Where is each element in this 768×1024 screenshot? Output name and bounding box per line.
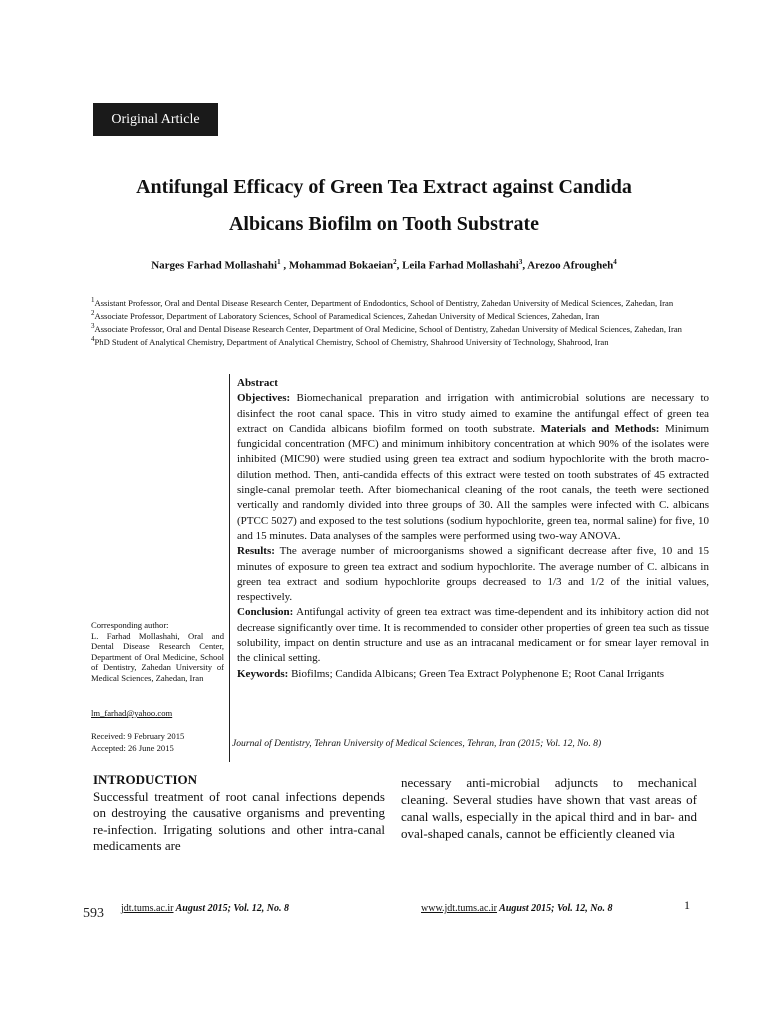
footer-right bbox=[421, 903, 657, 914]
objectives-label: Objectives: bbox=[237, 392, 291, 405]
introduction-text: Successful treatment of root canal infections depends on destroying the causative organisms and preventing re-infection. Irrigating solutions and other intra-canal medicaments are bbox=[93, 788, 385, 853]
introduction-heading: INTRODUCTION bbox=[93, 772, 198, 787]
author-3: Leila Farhad Mollashahi bbox=[402, 259, 519, 272]
author-sep: , bbox=[396, 259, 403, 272]
author-1-sup: 1 bbox=[277, 258, 281, 266]
conclusion-label: Conclusion: bbox=[237, 606, 294, 619]
affiliations bbox=[91, 295, 711, 346]
results-text: The average number of microorganisms showed a significant decrease after five, 10 and 15 minutes of exposure to green tea extract and sodium hypochlorite. The average number of C. albicans in green tea extract and sodium hypochlorite groups decreased to 1/3 and 1/2 of the initial values, respectively. bbox=[237, 545, 709, 604]
methods-label: Materials and Methods: bbox=[540, 422, 660, 435]
affiliation-2 bbox=[91, 308, 711, 321]
author-4: Arezoo Afrougheh bbox=[527, 259, 614, 272]
page-number-left: 593 bbox=[83, 906, 104, 921]
introduction-column-1 bbox=[93, 772, 385, 855]
dates-block bbox=[91, 730, 184, 754]
footer-right-link[interactable]: www.jdt.tums.ac.ir bbox=[421, 903, 498, 914]
footer-left-link[interactable]: jdt.tums.ac.ir bbox=[121, 903, 174, 914]
affiliation-sup: 3 bbox=[91, 321, 95, 330]
author-list bbox=[60, 258, 708, 272]
introduction-col2-text: necessary anti-microbial adjuncts to mechanical cleaning. Several studies have shown that vast areas of canal walls, especially in the apical third and in bar- and oval-shaped canals, cannot be efficiently cleaned via bbox=[401, 775, 697, 841]
article-type-badge: Original Article bbox=[93, 103, 218, 136]
article-title bbox=[60, 169, 708, 243]
affiliation-text: Associate Professor, Department of Laboratory Sciences, School of Paramedical Sciences, Zahedan University of Medical Sciences, Zahedan, Iran bbox=[94, 310, 600, 321]
corresponding-text: L. Farhad Mollashahi, Oral and Dental Disease Research Center, Department of Oral Medicine, School of Dentistry, Zahedan University of Medical Sciences, Zahedan, Iran bbox=[91, 630, 224, 683]
title-line-2: Albicans Biofilm on Tooth Substrate bbox=[228, 213, 540, 235]
footer-right-issue: August 2015; Vol. 12, No. 8 bbox=[497, 903, 613, 914]
author-2-sup: 2 bbox=[393, 258, 397, 266]
received-date: Received: 9 February 2015 bbox=[91, 731, 185, 741]
abstract-heading: Abstract bbox=[237, 377, 278, 389]
keywords-label: Keywords: bbox=[237, 667, 289, 680]
author-3-sup: 3 bbox=[518, 258, 523, 266]
column-divider bbox=[229, 374, 230, 762]
affiliation-3 bbox=[91, 321, 711, 334]
affiliation-sup: 1 bbox=[91, 296, 95, 304]
conclusion-text: Antifungal activity of green tea extract was time-dependent and its inhibitory action did not decrease significantly over time. It is recommended to consider other properties of green tea such as tissue solubility, impact on dentin structure and use as an intracanal medicament or for smear layer removal in the clinical setting. bbox=[237, 606, 709, 665]
footer-left-issue: August 2015; Vol. 12, No. 8 bbox=[173, 903, 289, 914]
affiliation-text: PhD Student of Analytical Chemistry, Department of Analytical Chemistry, School of Chemistry, Shahrood University of Technology, Shahrood, Iran bbox=[94, 336, 609, 347]
author-2: Mohammad Bokaeian bbox=[288, 259, 394, 272]
objectives-text: Biomechanical preparation and irrigation with antimicrobial solutions are necessary to disinfect the root canal space. This in vitro study aimed to examine the antifungal effect of green tea extract on Candida albicans biofilm formed on tooth substrate. bbox=[237, 392, 709, 435]
abstract-conclusion bbox=[237, 605, 709, 666]
journal-citation: Journal of Dentistry, Tehran University of Medical Sciences, Tehran, Iran (2015; Vol. 12, No. 8) bbox=[232, 738, 602, 749]
affiliation-text: Associate Professor, Oral and Dental Disease Research Center, Department of Oral Medicine, School of Dentistry, Zahedan University of Medical Sciences, Zahedan, Iran bbox=[94, 323, 682, 334]
introduction-column-2 bbox=[401, 774, 697, 842]
abstract bbox=[237, 376, 709, 682]
author-sep: , bbox=[522, 259, 528, 272]
affiliation-text: Assistant Professor, Oral and Dental Disease Research Center, Department of Endodontics, School of Dentistry, Zahedan University of Medical Sciences, Zahedan, Iran bbox=[94, 297, 674, 308]
page-number-right: 1 bbox=[684, 898, 690, 912]
keywords-text: Biofilms; Candida Albicans; Green Tea Extract Polyphenone E; Root Canal Irrigants bbox=[288, 667, 665, 680]
corresponding-label: Corresponding author: bbox=[91, 620, 169, 630]
results-label: Results: bbox=[237, 545, 275, 558]
author-sep: , bbox=[280, 259, 289, 272]
affiliation-sup: 2 bbox=[91, 308, 95, 317]
affiliation-sup: 4 bbox=[91, 334, 95, 343]
affiliation-1 bbox=[91, 295, 711, 308]
methods-text: Minimum fungicidal concentration (MFC) and minimum inhibitory concentration at which 90% of the isolates were inhibited (MIC90) were studied using green tea extract and sodium hypochlorite with the broth macro-dilution method. Then, anti-candida effects of this extract were tested on tooth substrates of 45 extracted single-canal premolar teeth. After biomechanical cleaning of the root canals, the teeth were sectioned vertically and randomly divided into three groups of 30. All the samples were infected with C. albicans (PTCC 5027) and exposed to the test solutions (sodium hypochlorite, green tea, normal saline) for five, 10 and 15 minutes. Data analyses of the samples were performed using two-way ANOVA. bbox=[237, 422, 709, 542]
author-1: Narges Farhad Mollashahi bbox=[151, 259, 278, 272]
abstract-results bbox=[237, 544, 709, 605]
abstract-objectives-methods bbox=[237, 391, 709, 544]
title-line-1: Antifungal Efficacy of Green Tea Extract against Candida bbox=[136, 176, 632, 198]
accepted-date: Accepted: 26 June 2015 bbox=[91, 743, 174, 753]
corresponding-email-link[interactable]: lm_farhad@yahoo.com bbox=[91, 708, 173, 718]
abstract-keywords bbox=[237, 667, 709, 682]
author-4-sup: 4 bbox=[613, 258, 617, 266]
correspondence-block bbox=[91, 620, 224, 684]
affiliation-4 bbox=[91, 334, 711, 347]
footer-left bbox=[121, 903, 289, 914]
